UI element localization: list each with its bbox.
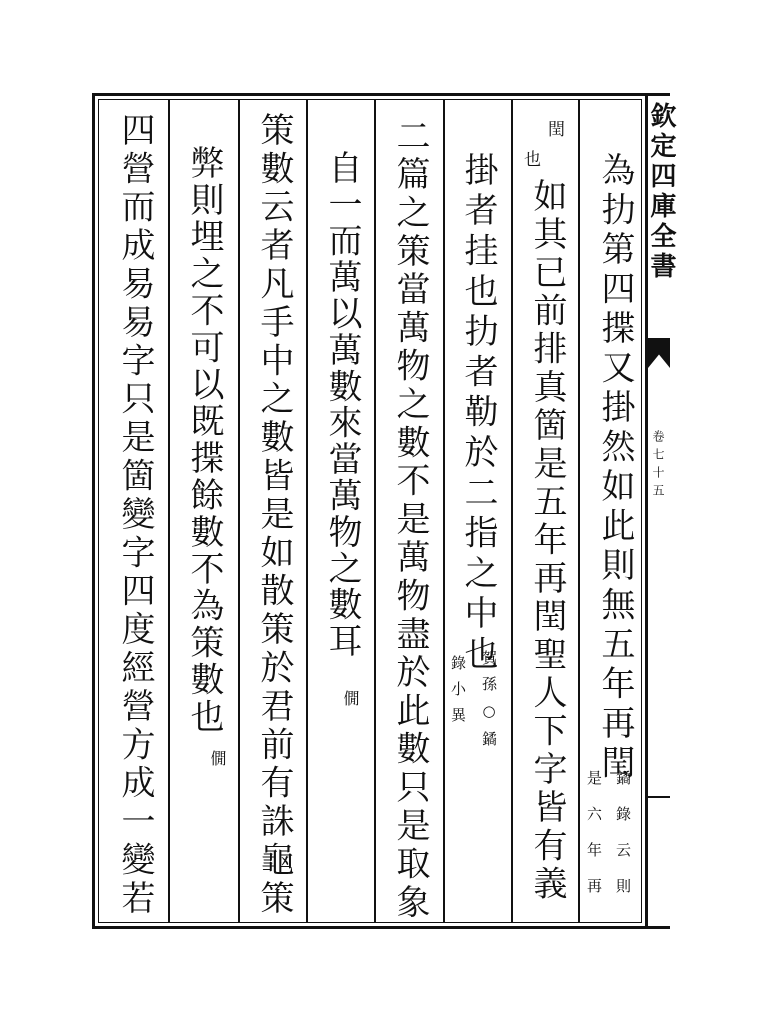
text-column-3: 掛者挂也扐者勒於二指之中也 — [458, 152, 498, 676]
text-column-5: 自一而萬以萬數來當萬物之數耳 — [322, 150, 362, 660]
fishtail-mark — [648, 338, 670, 368]
margin-top-rule — [648, 93, 670, 96]
annotation-column-3-right: 賀孫○鐍 — [480, 650, 498, 757]
annotation-column-1-left: 是六年再 — [585, 770, 603, 914]
text-column-4: 二篇之策當萬物之數不是萬物盡於此數只是取象 — [390, 118, 430, 923]
text-column-2: 如其已前排真箇是五年再閏聖人下字皆有義 — [527, 178, 567, 904]
annotation-column-3-left: 錄小異 — [449, 655, 467, 733]
margin-rule — [646, 796, 670, 798]
column-divider — [374, 99, 376, 923]
column-divider — [511, 99, 513, 923]
volume-number: 卷七十五 — [651, 430, 665, 502]
column-divider — [578, 99, 580, 923]
annotation-column-2-left: 也 — [520, 150, 540, 181]
book-title: 欽定四庫全書 — [646, 102, 676, 282]
annotation-column-7: 僩 — [208, 750, 227, 780]
text-column-6: 策數云者凡手中之數皆是如散策於君前有誅龜策 — [254, 112, 294, 919]
text-column-7: 弊則埋之不可以既揲餘數不為策數也 — [184, 145, 224, 736]
margin-bottom-rule — [648, 926, 670, 929]
annotation-column-5: 僩 — [341, 690, 360, 720]
text-column-1: 為扐第四揲又掛然如此則無五年再閏 — [595, 152, 635, 784]
text-column-8: 四營而成易易字只是箇變字四度經營方成一變若 — [115, 112, 155, 919]
column-divider — [306, 99, 308, 923]
column-divider — [168, 99, 170, 923]
column-divider — [238, 99, 240, 923]
column-divider — [443, 99, 445, 923]
annotation-column-2-right: 閏 — [544, 120, 564, 151]
annotation-column-1-right: 鐍錄云則 — [614, 770, 632, 914]
